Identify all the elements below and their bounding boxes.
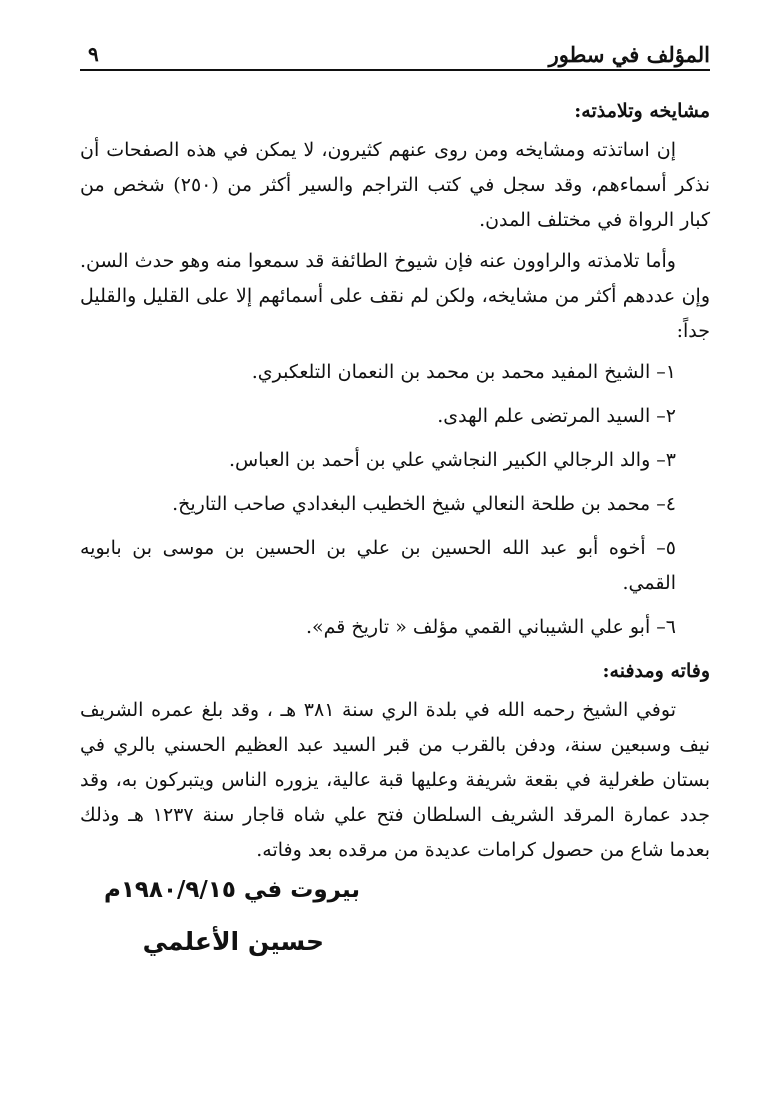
header-divider <box>80 69 710 71</box>
list-item: ١– الشيخ المفيد محمد بن محمد بن النعمان التلعكبري. <box>251 361 676 383</box>
list-item: ٥– أخوه أبو عبد الله الحسين بن علي بن الحسين بن موسى بن بابويه القمي. <box>80 537 676 594</box>
page-body <box>80 94 710 874</box>
list-item: ٢– السيد المرتضى علم الهدى. <box>437 405 676 427</box>
running-title: المؤلف في سطور <box>548 42 710 67</box>
death-paragraph: توفي الشيخ رحمه الله في بلدة الري سنة ٣٨١ هـ ، وقد بلغ عمره الشريف نيف وسبعين سنة، ودفن بالقرب من قبر السيد عبد العظيم الحسني بالري في بستان طغرلية في بقعة شريفة وعليها قبة عالية، يزوره الناس ويتبركون به، وقد جدد عمارة المرقد الشريف السلطان فتح علي شاه قاجار سنة ١٢٣٧ هـ وذلك بعدما شاع من حصول كرامات عديدة من مرقده بعد وفاته. <box>80 699 710 861</box>
teachers-paragraph-2: وأما تلامذته والراوون عنه فإن شيوخ الطائفة قد سمعوا منه وهو حدث السن. وإن عددهم أكثر من مشايخه، ولكن لم نقف على أسمائهم إلا على القليل والقليل جداً: <box>80 250 710 342</box>
teachers-paragraph-1: إن اساتذته ومشايخه ومن روى عنهم كثيرون، لا يمكن في هذه الصفحات أن نذكر أسماءهم، وقد سجل في كتب التراجم والسير أكثر من (٢٥٠) شخص من كبار الرواة في مختلف المدن. <box>80 139 711 231</box>
list-item: ٤– محمد بن طلحة النعالي شيخ الخطيب البغدادي صاحب التاريخ. <box>172 493 676 515</box>
page-header <box>80 36 710 72</box>
students-list <box>80 355 710 645</box>
signature-name: حسين الأعلمي <box>142 927 324 956</box>
list-item: ٣– والد الرجالي الكبير النجاشي علي بن أحمد بن العباس. <box>228 449 676 471</box>
section-heading-teachers: مشايخه وتلامذته: <box>574 100 710 122</box>
list-item: ٦– أبو علي الشيباني القمي مؤلف « تاريخ قم». <box>305 616 676 638</box>
page-number: ٩ <box>88 42 99 66</box>
section-heading-death: وفاته ومدفنه: <box>602 660 710 682</box>
signature-block <box>100 868 360 964</box>
signature-place-date: بيروت في ١٩٨٠/٩/١٥م <box>103 877 360 903</box>
